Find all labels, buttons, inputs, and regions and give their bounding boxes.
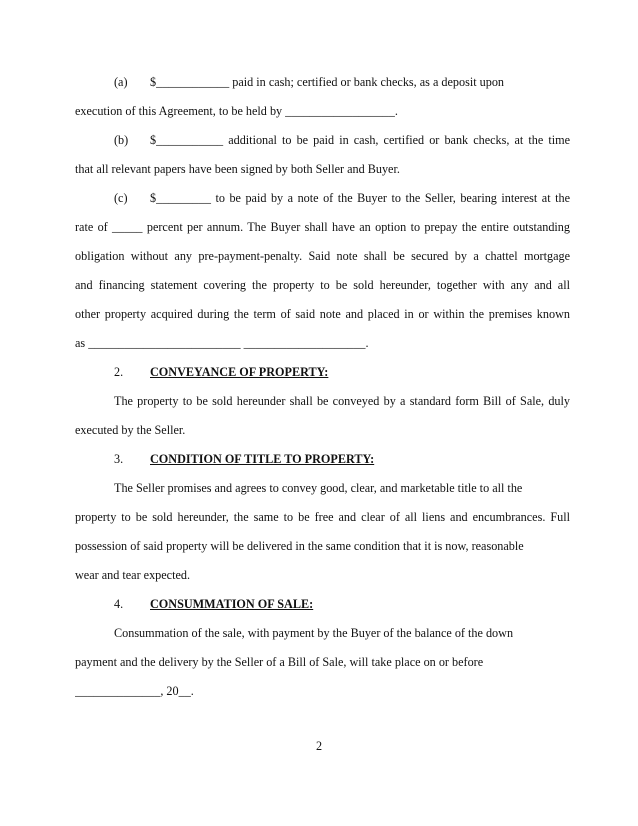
section-2-line-1: The property to be sold hereunder shall be conveyed by a standard form Bill of Sale, duly	[114, 394, 570, 408]
section-4-title: CONSUMMATION OF SALE:	[150, 597, 314, 611]
payment-item-c-line-4: and financing statement covering the property to be sold hereunder, together with any and all	[75, 278, 570, 292]
payment-item-b-line-1: $___________ additional to be paid in cash, certified or bank checks, at the time	[150, 133, 570, 147]
payment-item-c-line-3: obligation without any pre-payment-penalty. Said note shall be secured by a chattel mortgage	[75, 249, 570, 263]
section-3-number: 3.	[114, 452, 124, 466]
section-3-line-3: possession of said property will be delivered in the same condition that it is now, reasonable	[75, 539, 524, 553]
payment-item-a-line-2: execution of this Agreement, to be held by __________________.	[75, 104, 398, 118]
payment-item-c-line-1: $_________ to be paid by a note of the Buyer to the Seller, bearing interest at the	[150, 191, 570, 205]
payment-item-c-label: (c)	[114, 191, 128, 205]
section-2-number: 2.	[114, 365, 124, 379]
section-3-line-1: The Seller promises and agrees to convey good, clear, and marketable title to all the	[114, 481, 523, 495]
payment-item-c-line-2: rate of _____ percent per annum. The Buyer shall have an option to prepay the entire outstanding	[75, 220, 570, 234]
page-number: 2	[315, 739, 323, 753]
payment-item-a-line-1: $____________ paid in cash; certified or bank checks, as a deposit upon	[150, 75, 505, 89]
section-3-line-2: property to be sold hereunder, the same to be free and clear of all liens and encumbrances. Full	[75, 510, 570, 524]
section-3-title: CONDITION OF TITLE TO PROPERTY:	[150, 452, 375, 466]
section-4-line-1: Consummation of the sale, with payment by the Buyer of the balance of the down	[114, 626, 514, 640]
section-4-number: 4.	[114, 597, 124, 611]
section-3-line-4: wear and tear expected.	[75, 568, 191, 582]
payment-item-c-line-5: other property acquired during the term of said note and placed in or within the premises known	[75, 307, 570, 321]
section-2-line-2: executed by the Seller.	[75, 423, 186, 437]
section-4-line-3: ______________, 20__.	[75, 684, 194, 698]
section-2-title: CONVEYANCE OF PROPERTY:	[150, 365, 329, 379]
payment-item-a-label: (a)	[114, 75, 128, 89]
section-4-line-2: payment and the delivery by the Seller of a Bill of Sale, will take place on or before	[75, 655, 484, 669]
payment-item-c-line-6: as _________________________ ____________________.	[75, 336, 369, 350]
payment-item-b-line-2: that all relevant papers have been signed by both Seller and Buyer.	[75, 162, 400, 176]
payment-item-b-label: (b)	[114, 133, 129, 147]
